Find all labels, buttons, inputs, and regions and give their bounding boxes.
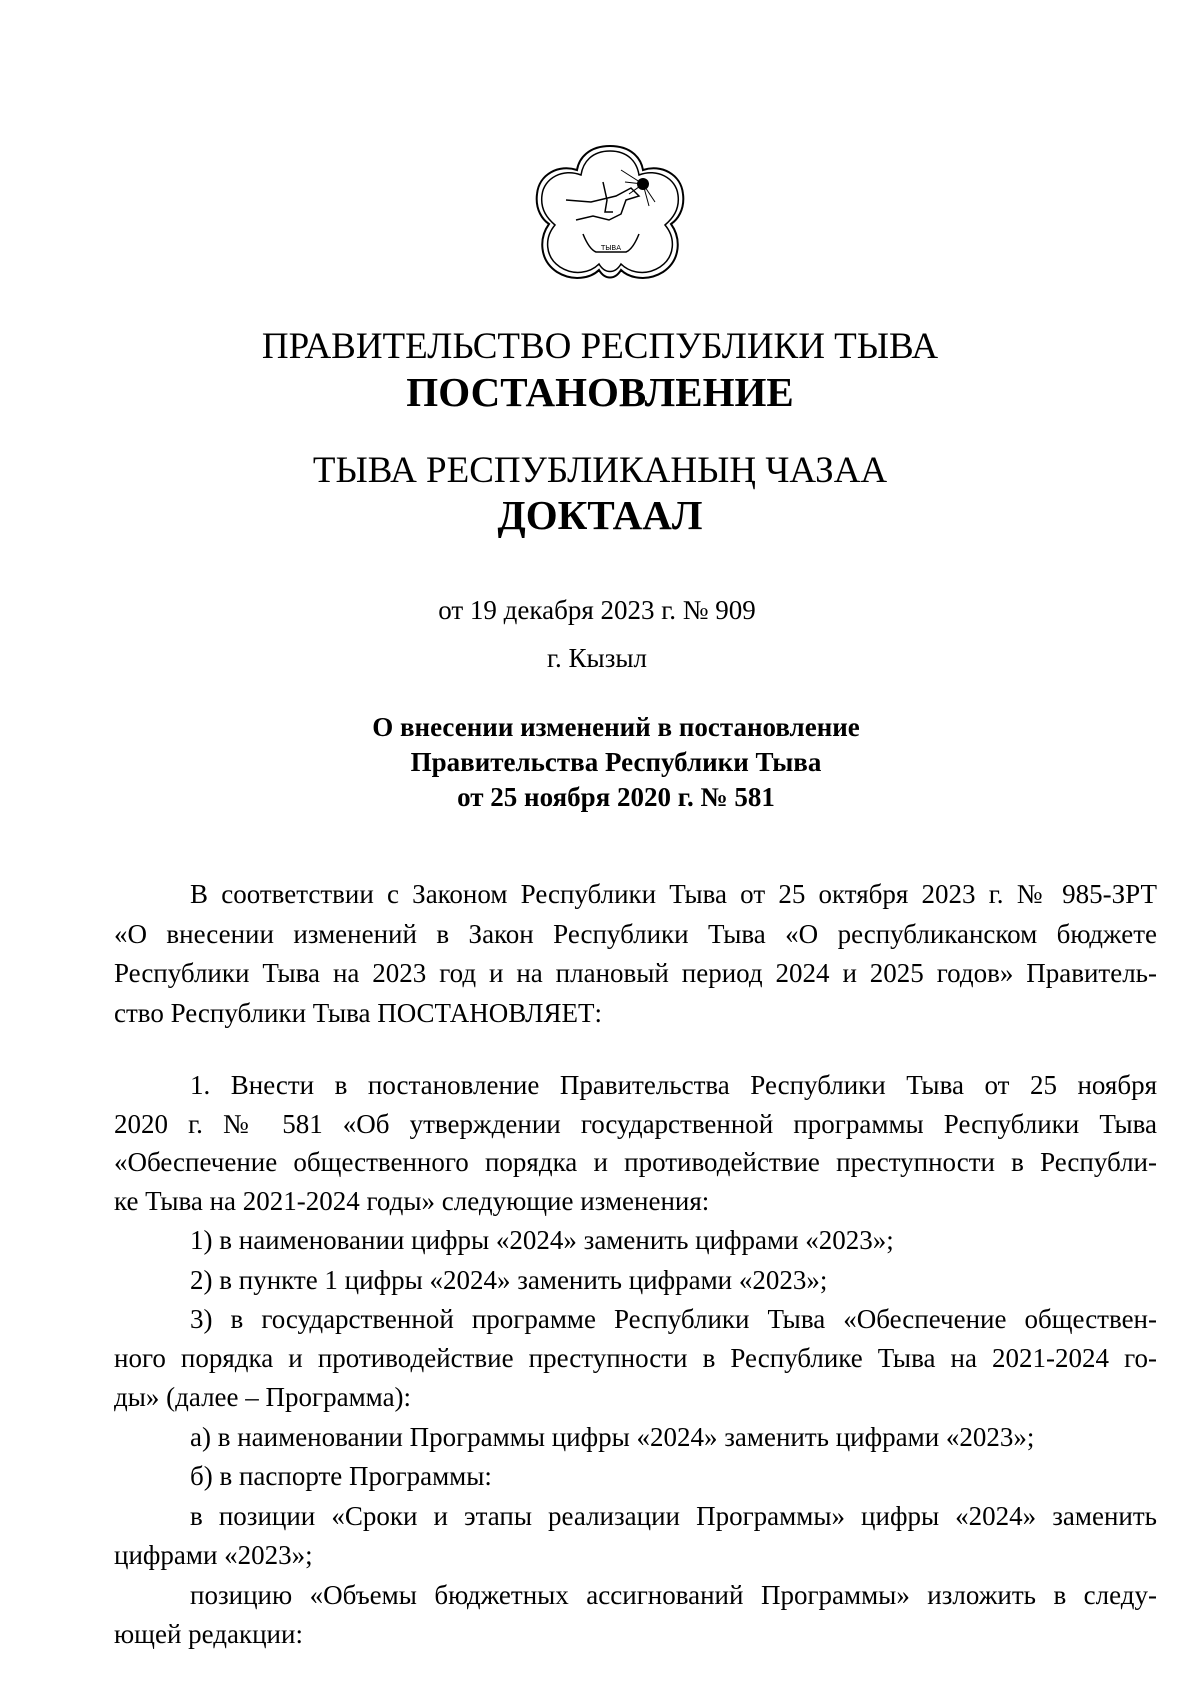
body-line: Республики Тыва на 2023 год и на плановый период 2024 и 2025 годов» Правитель-: [114, 958, 1157, 988]
body-line: В соответствии с Законом Республики Тыва от 25 октября 2023 г. № 985-ЗРТ: [190, 879, 1157, 909]
coat-of-arms-emblem: [521, 140, 699, 288]
government-name-ru: ПРАВИТЕЛЬСТВО РЕСПУБЛИКИ ТЫВА: [261, 326, 939, 367]
body-line: 3) в государственной программе Республики Тыва «Обеспечение обществен-: [190, 1304, 1157, 1334]
body-line: ющей редакции:: [114, 1619, 303, 1649]
body-line: цифрами «2023»;: [114, 1540, 313, 1570]
body-line: «О внесении изменений в Закон Республики Тыва «О республиканском бюджете: [114, 919, 1157, 949]
document-date-number: от 19 декабря 2023 г. № 909: [438, 595, 756, 625]
document-type-ru: ПОСТАНОВЛЕНИЕ: [406, 369, 794, 415]
body-line: б) в паспорте Программы:: [190, 1461, 492, 1491]
body-line: ного порядка и противодействие преступности в Республике Тыва на 2021-2024 го-: [114, 1343, 1157, 1373]
body-line: в позиции «Сроки и этапы реализации Программы» цифры «2024» заменить: [190, 1501, 1157, 1531]
document-type-tyv: ДОКТААЛ: [497, 492, 703, 538]
body-line: ке Тыва на 2021-2024 годы» следующие изменения:: [114, 1186, 710, 1216]
government-name-tyv: ТЫВА РЕСПУБЛИКАНЫҢ ЧАЗАА: [312, 450, 888, 491]
body-line: 1) в наименовании цифры «2024» заменить цифрами «2023»;: [190, 1225, 894, 1255]
document-title-line: О внесении изменений в постановление: [372, 712, 860, 742]
document-city: г. Кызыл: [547, 643, 647, 673]
body-line: 1. Внести в постановление Правительства Республики Тыва от 25 ноября: [190, 1070, 1157, 1100]
body-line: 2020 г. № 581 «Об утверждении государственной программы Республики Тыва: [114, 1109, 1157, 1139]
document-title-line: от 25 ноября 2020 г. № 581: [457, 782, 775, 812]
body-line: позицию «Объемы бюджетных ассигнований Программы» изложить в следу-: [190, 1580, 1157, 1610]
body-line: «Обеспечение общественного порядка и противодействие преступности в Республи-: [114, 1147, 1157, 1177]
document-title-line: Правительства Республики Тыва: [410, 747, 822, 777]
svg-text:ТЫВА: ТЫВА: [600, 244, 622, 252]
body-line: 2) в пункте 1 цифры «2024» заменить цифрами «2023»;: [190, 1265, 828, 1295]
body-line: ды» (далее – Программа):: [114, 1382, 412, 1412]
body-line: а) в наименовании Программы цифры «2024» заменить цифрами «2023»;: [190, 1422, 1035, 1452]
body-line: ство Республики Тыва ПОСТАНОВЛЯЕТ:: [114, 998, 602, 1028]
